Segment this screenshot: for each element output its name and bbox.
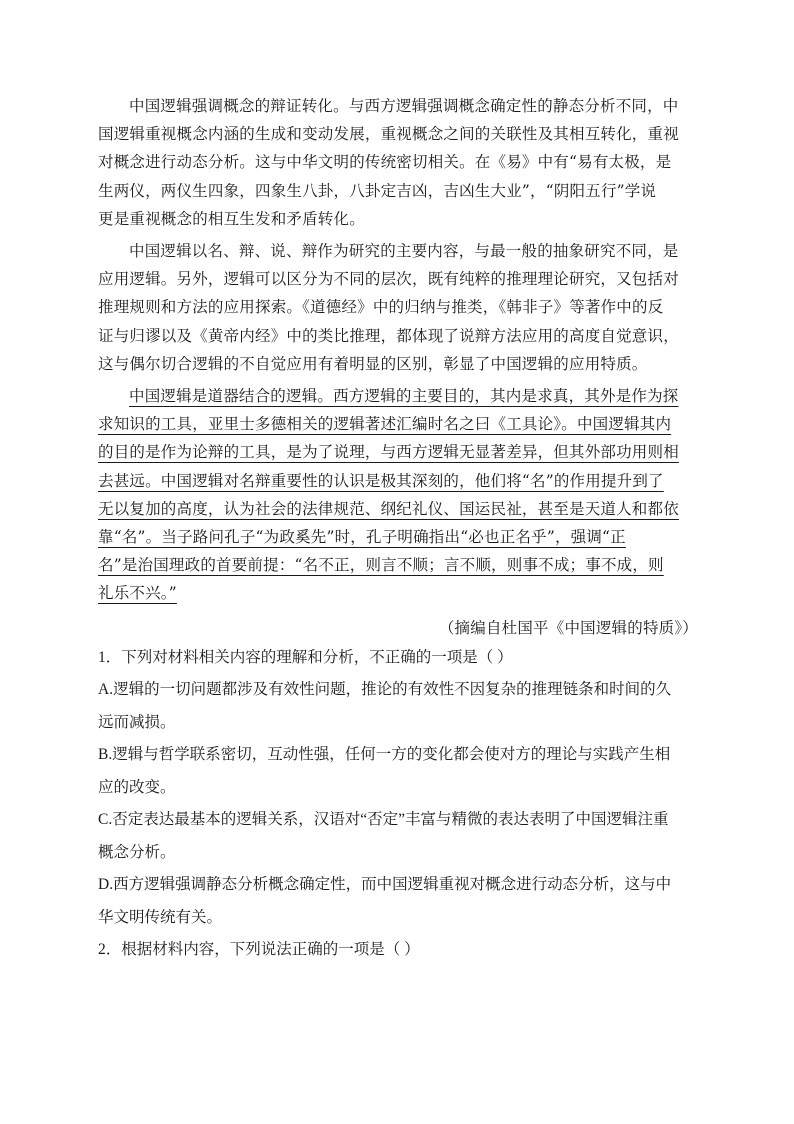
option-c[interactable] (98, 804, 698, 869)
option-text: D.西方逻辑强调静态分析概念确定性，而中国逻辑重视对概念进行动态分析，这与中 (98, 876, 672, 894)
text-line: 礼乐不兴。” (98, 584, 177, 603)
passage-paragraph-3-underlined (98, 382, 698, 608)
text-line: 无以复加的高度，认为社会的法律规范、纲纪礼仪、国运民祉，甚至是天道人和都依 (98, 499, 679, 518)
question-stem: 2．根据材料内容，下列说法正确的一项是（ ） (98, 941, 420, 959)
text-line: 求知识的工具，亚里士多德相关的逻辑著述汇编时名之曰《工具论》。中国逻辑其内 (98, 415, 672, 434)
text-line: 这与偶尔切合逻辑的不自觉应用有着明显的区别，彰显了中国逻辑的应用特质。 (98, 354, 648, 373)
question-2 (98, 934, 698, 967)
question-1 (98, 642, 698, 935)
text-line: 的目的是作为论辩的工具，是为了说理，与西方逻辑无显著差异，但其外部功用则相 (98, 443, 679, 462)
option-text: B.逻辑与哲学联系密切，互动性强，任何一方的变化都会使对方的理论与实践产生相 (98, 746, 671, 764)
option-text: A.逻辑的一切问题都涉及有效性问题，推论的有效性不因复杂的推理链条和时间的久 (98, 681, 672, 699)
text-line: 去甚远。中国逻辑对名辩重要性的认识是极其深刻的，他们将“名”的作用提升到了 (98, 471, 664, 490)
option-d[interactable] (98, 869, 698, 934)
option-text: 远而减损。 (98, 713, 176, 731)
text-line: 推理规则和方法的应用探索。《道德经》中的归纳与推类，《韩非子》等著作中的反 (98, 298, 664, 317)
option-text: 华文明传统有关。 (98, 908, 223, 926)
text-line: 对概念进行动态分析。这与中华文明的传统密切相关。在《易》中有“易有太极，是 (98, 153, 672, 172)
text-line: 中国逻辑强调概念的辩证转化。与西方逻辑强调概念确定性的静态分析不同，中 (129, 97, 679, 115)
passage-source: （摘编自杜国平《中国逻辑的特质》） (438, 618, 698, 637)
passage-paragraph-1 (98, 92, 698, 233)
text-line: 中国逻辑是道器结合的逻辑。西方逻辑的主要目的，其内是求真，其外是作为探 (129, 387, 679, 406)
text-line: 应用逻辑。另外，逻辑可以区分为不同的层次，既有纯粹的推理理论研究，又包括对 (98, 270, 679, 289)
text-line: 生两仪，两仪生四象，四象生八卦，八卦定吉凶，吉凶生大业”，“阴阳五行”学说 (98, 181, 657, 200)
text-line: 证与归谬以及《黄帝内经》中的类比推理，都体现了说辩方法应用的高度自觉意识， (98, 326, 679, 345)
text-line: 名”是治国理政的首要前提：“名不正，则言不顺；言不顺，则事不成；事不成，则 (98, 556, 664, 575)
text-line: 中国逻辑以名、辩、说、辩作为研究的主要内容，与最一般的抽象研究不同，是 (129, 242, 679, 261)
option-text: 应的改变。 (98, 778, 176, 796)
option-b[interactable] (98, 739, 698, 804)
option-text: 概念分析。 (98, 843, 176, 861)
option-a[interactable] (98, 674, 698, 739)
text-line: 更是重视概念的相互生发和矛盾转化。 (98, 209, 365, 228)
passage-paragraph-2 (98, 237, 698, 378)
text-line: 国逻辑重视概念内涵的生成和变动发展，重视概念之间的关联性及其相互转化，重视 (98, 125, 679, 144)
option-text: C.否定表达最基本的逻辑关系，汉语对“否定”丰富与精微的表达表明了中国逻辑注重 (98, 811, 669, 829)
text-line: 靠“名”。当子路问孔子“为政奚先”时，孔子明确指出“必也正名乎”，强调“正 (98, 528, 626, 547)
question-stem: 1．下列对材料相关内容的理解和分析，不正确的一项是（ ） (98, 648, 513, 666)
document-page (98, 92, 698, 967)
